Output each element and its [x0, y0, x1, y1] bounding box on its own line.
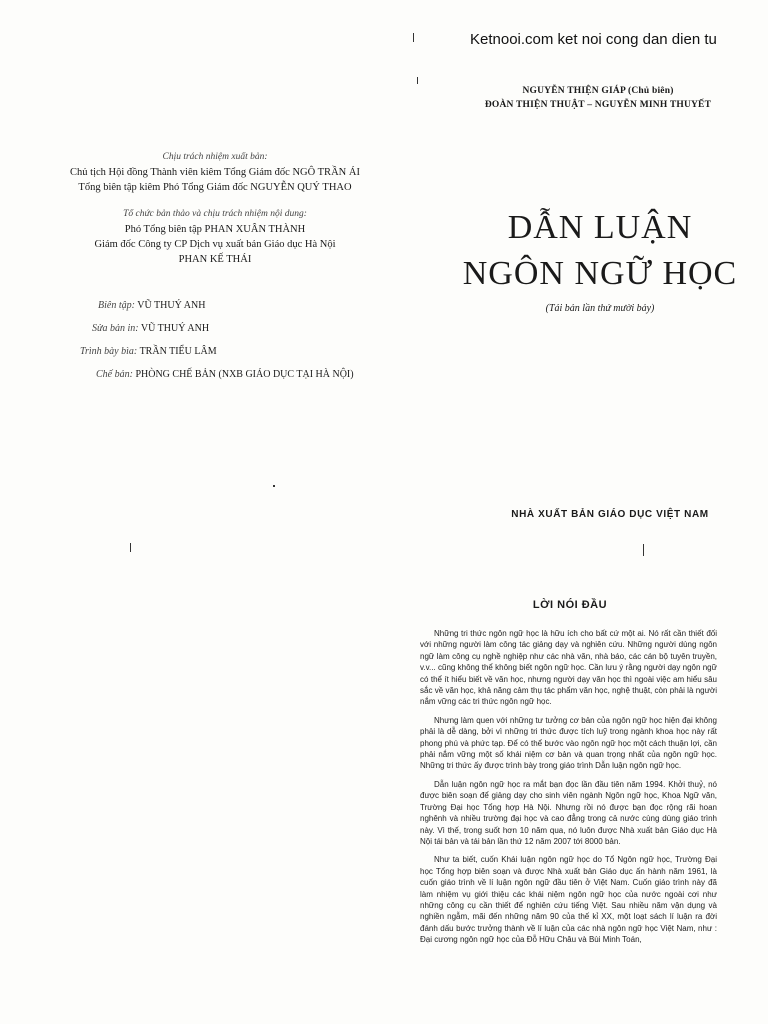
left-page [0, 0, 390, 560]
staff-role: Trình bày bìa: [80, 346, 138, 357]
scan-mark [413, 33, 414, 42]
staff-name: VŨ THUÝ ANH [140, 323, 210, 334]
staff-list [60, 294, 390, 386]
title-line: DẪN LUẬN [507, 209, 693, 246]
credit-line: Phó Tổng biên tập PHAN XUÂN THÀNH [124, 224, 306, 235]
staff-row-cover-design [80, 340, 410, 363]
scan-mark [643, 544, 644, 556]
publisher-name: NHÀ XUẤT BẢN GIÁO DỤC VIỆT NAM [511, 509, 709, 520]
credit-line: Chủ tịch Hội đồng Thành viên kiêm Tổng Giám đốc NGÔ TRẦN ÁI [70, 167, 360, 178]
preface-paragraph: Những tri thức ngôn ngữ học là hữu ích cho bất cứ một ai. Nó rất cần thiết đối với những người làm công tác giảng dạy và nghiên cứu. Những người dùng ngôn ngữ làm công cụ nghề nghiệp như các nhà văn, nhà báo, các cán bộ tuyên truyền, v.v... cũng không thể không biết ngôn ngữ học. Cần lưu ý rằng người dạy ngôn ngữ có thể ít hiểu biết về văn học, nhưng người dạy văn học thì ngoài việc am hiểu sâu sắc về văn học, khả năng cảm thụ tác phẩm văn học, nghệ thuật, còn phải là người nắm vững các tri thức ngôn ngữ học. [420, 629, 717, 707]
author-line: NGUYỄN THIỆN GIÁP (Chủ biên) [522, 86, 674, 96]
book-title [430, 205, 768, 297]
scan-mark [273, 485, 275, 487]
preface-paragraph: Dẫn luận ngôn ngữ học ra mắt bạn đọc lần đầu tiên năm 1994. Khởi thuỷ, nó được biên soạn để giảng dạy cho sinh viên ngành Ngôn ngữ học, Khoa Ngữ văn, Trường Đại học Tổng hợp Hà Nội. Nhưng rồi nó được bạn đọc rộng rãi hoan nghênh và nhiều trường đại học và cao đẳng trong cả nước cùng dùng giáo trình này. Vì thế, trong suốt hơn 10 năm qua, nó luôn được Nhà xuất bản Giáo dục Hà Nội tái bản và tái bản lần thứ 12 năm 2007 tới 8000 bản. [420, 779, 717, 846]
watermark-text: Ketnooi.com ket noi cong dan dien tu [470, 31, 717, 48]
preface-body [420, 628, 717, 953]
staff-row-typesetting [96, 363, 426, 386]
staff-row-proofreader [92, 317, 422, 340]
credit-line: Giám đốc Công ty CP Dịch vụ xuất bản Giáo dục Hà Nội [94, 239, 336, 250]
credit-block-publishing [0, 150, 430, 195]
publishing-credits [0, 150, 430, 279]
staff-name: VŨ THUÝ ANH [137, 300, 206, 311]
preface-heading: LỜI NÓI ĐẦU [532, 599, 608, 611]
preface-paragraph: Nhưng làm quen với những tư tưởng cơ bản của ngôn ngữ học hiện đại không phải là dễ dàng, bởi vì những tri thức được tích luỹ trong ngành khoa học này rất phong phú và phức tạp. Để có thể bước vào ngôn ngữ học một cách thuận lợi, cần phải nắm vững một số khái niệm cơ bản và quan trọng nhất của ngôn ngữ học. Những tri thức ấy được trình bày trong giáo trình Dẫn luận ngôn ngữ học. [420, 715, 717, 771]
staff-name: TRẦN TIỂU LÂM [139, 346, 217, 357]
staff-role: Sửa bản in: [92, 323, 139, 334]
book-authors [448, 84, 748, 112]
staff-name: PHÒNG CHẾ BẢN (NXB GIÁO DỤC TẠI HÀ NỘI) [135, 369, 354, 380]
credit-line: PHAN KẾ THÁI [178, 254, 252, 265]
credit-line: Tổng biên tập kiêm Phó Tổng Giám đốc NGUYỄN QUÝ THAO [78, 182, 352, 193]
staff-role: Biên tập: [98, 300, 135, 311]
edition-note: (Tái bản lần thứ mười bảy) [545, 303, 655, 314]
credit-role: Chịu trách nhiệm xuất bản: [162, 152, 268, 162]
author-line: ĐOÀN THIỆN THUẬT – NGUYỄN MINH THUYẾT [484, 100, 712, 110]
scan-mark [417, 77, 418, 84]
credit-block-content [0, 207, 430, 267]
title-line: NGÔN NGỮ HỌC [462, 255, 738, 292]
credit-role: Tổ chức bản thảo và chịu trách nhiệm nội dung: [123, 209, 307, 219]
staff-row-editor [98, 294, 428, 317]
preface-paragraph: Như ta biết, cuốn Khái luận ngôn ngữ học do Tổ Ngôn ngữ học, Trường Đại học Tổng hợp biên soạn và được Nhà xuất bản Giáo dục ấn hành năm 1961, là cuốn giáo trình về lí luận ngôn ngữ đầu tiên ở Việt Nam. Cuốn giáo trình này đã làm nhiệm vụ giới thiệu các khái niệm ngôn ngữ học của nước ngoài cơi như những công cụ cần thiết để nghiên cứu tiếng Việt. Sau nhiều năm vận dụng và nghiền ngẫm, mãi đến những năm 90 của thế kỉ XX, một loạt sách lí luận ra đời đánh dấu bước trưởng thành về lí luận của các nhà ngôn ngữ học Việt Nam, như : Đại cương ngôn ngữ học của Đỗ Hữu Châu và Bùi Minh Toán, [420, 855, 717, 945]
scan-mark [130, 543, 131, 552]
staff-role: Chế bản: [96, 369, 133, 380]
